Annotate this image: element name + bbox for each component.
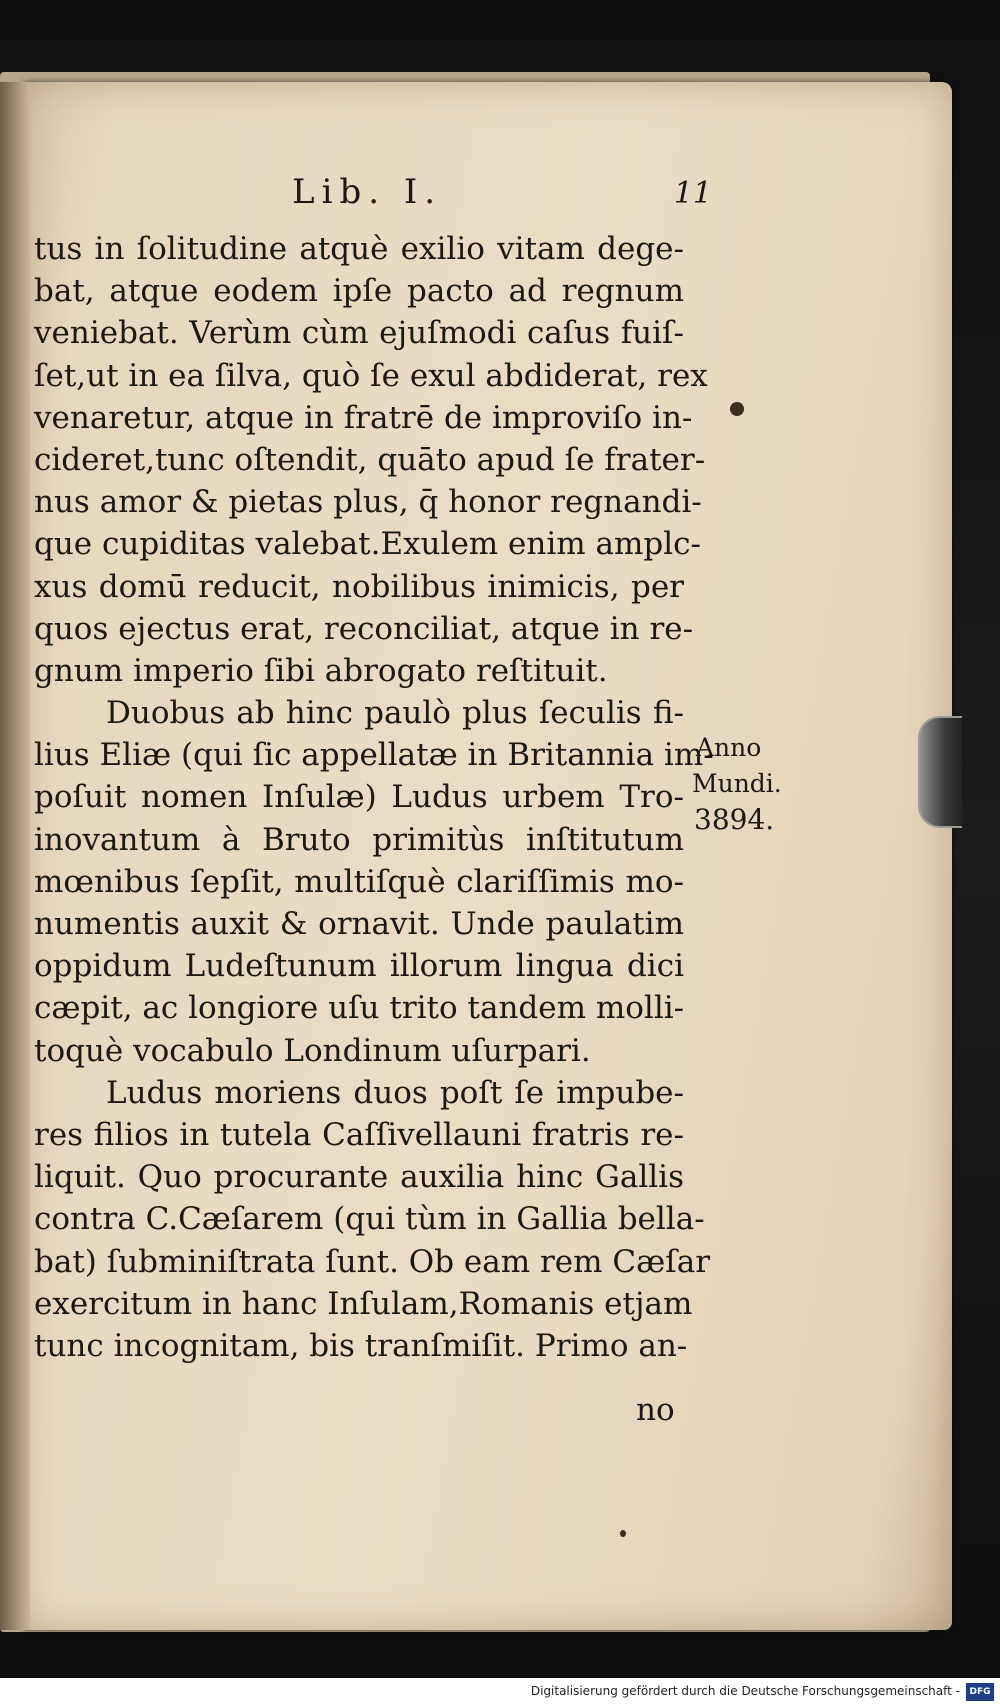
text-line: veniebat. Verùm cùm ejuſmodi caſus fuiſ- xyxy=(34,315,684,352)
text-line: tus in ſolitudine atquè exilio vitam dege- xyxy=(34,231,684,267)
text-line: Ludus moriens duos poſt ſe impube- xyxy=(106,1074,684,1111)
text-line: quos ejectus erat, reconciliat, atque in re- xyxy=(34,610,694,647)
catchword: no xyxy=(636,1392,675,1428)
book-gutter xyxy=(0,82,30,1630)
text-line: exercitum in hanc Inſulam,Romanis etjam xyxy=(34,1285,693,1322)
text-line: ſet,ut in ea ſilva, quò ſe exul abdiderat, rex xyxy=(34,357,708,394)
text-line: venaretur, atque in fratrē de improviſo in- xyxy=(34,399,693,436)
text-line: poſuit nomen Inſulæ) Ludus urbem Tro- xyxy=(34,779,684,816)
text-line: nus amor & pietas plus, q̄ honor regnandi- xyxy=(34,484,702,521)
running-title: Lib. I. xyxy=(292,172,443,212)
text-line: numentis auxit & ornavit. Unde paulatim xyxy=(34,906,684,942)
text-line: que cupiditas valebat.Exulem enim amplc- xyxy=(34,526,701,563)
text-line: bat, atque eodem ipſe pacto ad regnum xyxy=(34,273,684,310)
footer-bar xyxy=(0,1678,1000,1708)
margin-note-year: 3894. xyxy=(694,803,775,836)
text-line: bat) ſubminiſtrata ſunt. Ob eam rem Cæſar xyxy=(34,1243,711,1280)
text-line: Duobus ab hinc paulò plus ſeculis fi- xyxy=(106,695,684,732)
ink-speck xyxy=(620,1530,626,1537)
ink-speck xyxy=(730,402,744,416)
text-line: toquè vocabulo Londinum uſurpari. xyxy=(34,1032,591,1069)
page-number: 11 xyxy=(673,176,712,211)
text-line: xus domū reducit, nobilibus inimicis, per xyxy=(34,568,684,605)
body-text xyxy=(34,228,714,1367)
text-line: lius Eliæ (qui ſic appellatæ in Britannia im- xyxy=(34,737,714,774)
text-line: cideret,tunc oſtendit, quāto apud ſe frater- xyxy=(34,441,706,478)
page-header xyxy=(30,170,710,220)
text-line: liquit. Quo procurante auxilia hinc Gallis xyxy=(34,1159,684,1196)
text-line: res filios in tutela Caſſivellauni fratris re- xyxy=(34,1116,684,1153)
funding-credit: Digitalisierung gefördert durch die Deutsche Forschungsgemeinschaft - xyxy=(530,1684,960,1698)
text-line: gnum imperio ſibi abrogato reſtituit. xyxy=(34,652,608,689)
text-line: mœnibus ſepſit, multiſquè clariſſimis mo- xyxy=(34,863,684,900)
dfg-logo: DFG xyxy=(966,1683,994,1701)
text-line: contra C.Cæſarem (qui tùm in Gallia bella- xyxy=(34,1201,705,1238)
page-holder-clip xyxy=(918,716,962,828)
text-line: cæpit, ac longiore uſu trito tandem molli- xyxy=(34,990,685,1027)
margin-note-line: Anno xyxy=(696,733,762,762)
text-line: inovantum à Bruto primitùs inſtitutum xyxy=(34,821,684,858)
text-line: tunc incognitam, bis tranſmiſit. Primo an- xyxy=(34,1327,688,1364)
text-line: oppidum Ludeſtunum illorum lingua dici xyxy=(34,948,684,985)
margin-note xyxy=(692,730,792,838)
margin-note-line: Mundi. xyxy=(692,769,782,798)
